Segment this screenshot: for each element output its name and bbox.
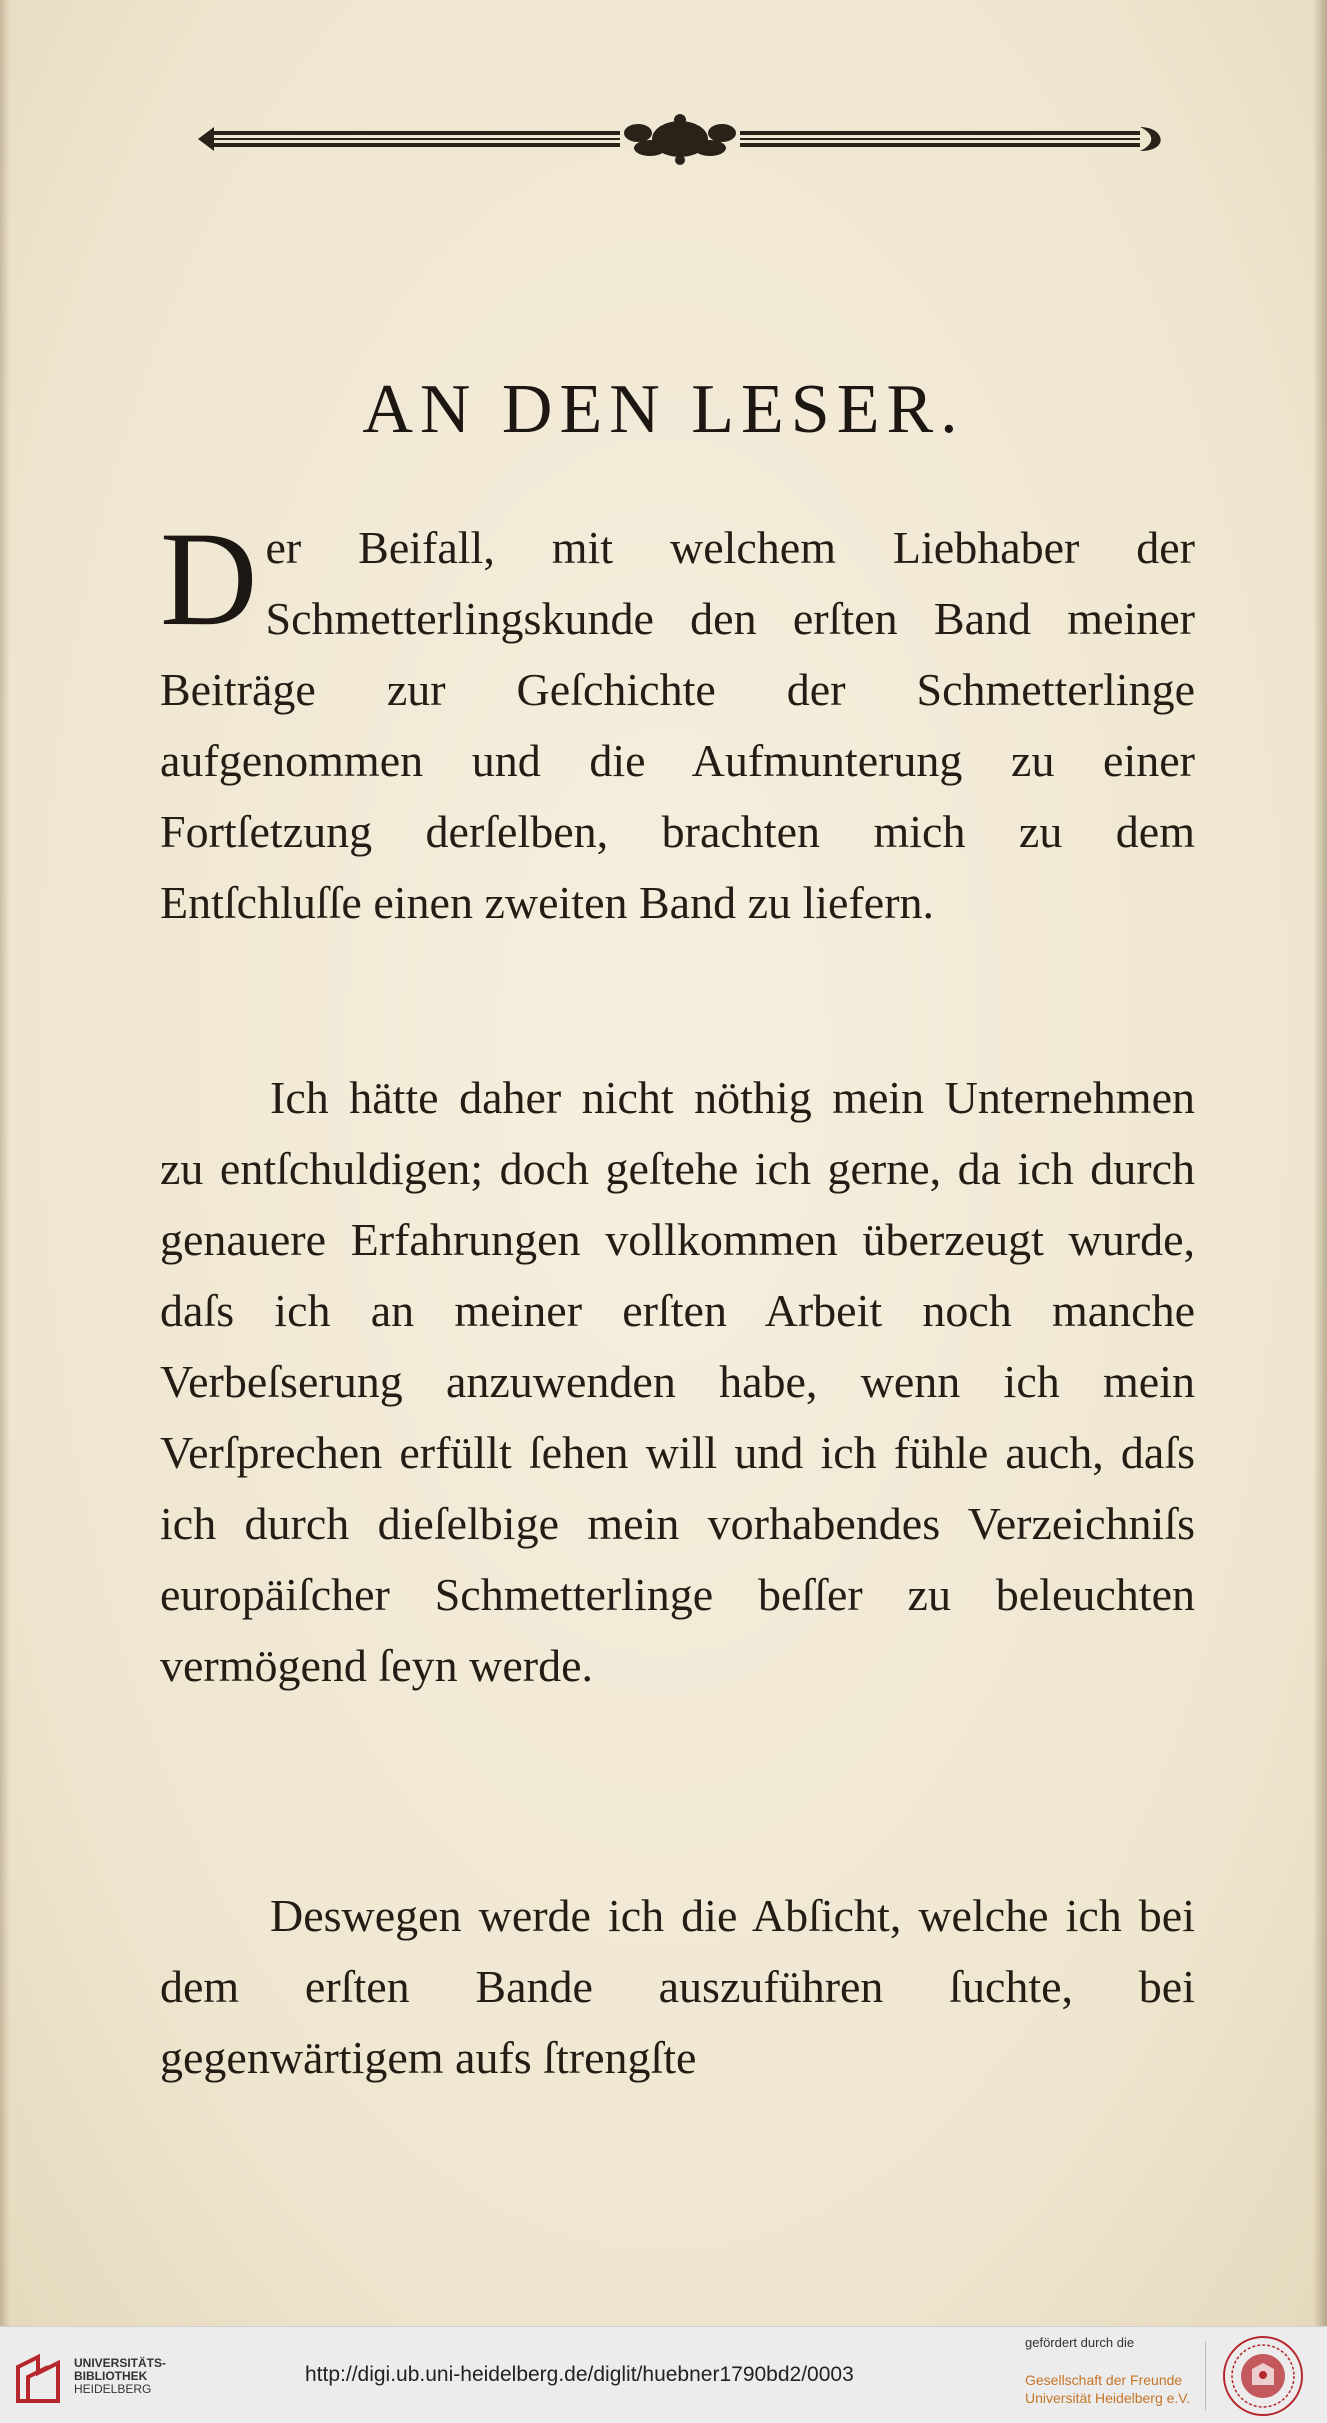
sponsor-label: gefördert durch die [1025,2335,1135,2350]
paragraph-2: Ich hätte daher nicht nöthig mein Unternehmen zu entſchuldigen; doch geſtehe ich gerne, da ich durch genauere Erfahrungen vollkommen überzeugt wurde, daſs ich an meiner erſten Arbeit noch manche Verbeſserung anzuwenden habe, wenn ich mein Verſprechen erfüllt ſehen will und ich fühle auch, daſs ich durch dieſelbige mein vorhabendes Verzeichniſs europäiſcher Schmetterlinge beſſer zu beleuchten vermögend ſeyn werde. [160,1072,1195,1691]
page-edge-right [1313,0,1327,2326]
library-name [74,2357,166,2396]
footer-divider [1205,2341,1206,2411]
drop-cap: D [160,505,258,654]
permalink-url[interactable]: http://digi.ub.uni-heidelberg.de/diglit/huebner1790bd2/0003 [305,2363,854,2386]
university-library-logo-icon [14,2353,66,2405]
footer-bar [0,2326,1327,2423]
library-name-line-1: UNIVERSITÄTS- [74,2356,167,2370]
sponsor-name[interactable] [1025,2371,1190,2407]
paragraph-1-text: er Beifall, mit welchem Liebhaber der Schmetterlingskunde den erſten Band meiner Beiträge zur Geſchichte der Schmetterlinge aufgenommen und die Aufmunterung zu einer Fortſetzung derſelben, brachten mich zu dem Entſchluſſe einen zweiten Band zu liefern. [160,522,1195,928]
paragraph-3: Deswegen werde ich die Abſicht, welche ich bei dem erſten Bande auszuführen ſuchte, bei gegenwärtigem aufs ſtrengſte [160,1890,1195,2083]
ornament-rule [180,108,1180,170]
sponsor-line-2: Universität Heidelberg e.V. [1025,2390,1191,2406]
library-name-line-3: HEIDELBERG [74,2382,152,2396]
page-heading: AN DEN LESER. [362,371,965,448]
library-name-line-2: BIBLIOTHEK [74,2369,148,2383]
university-seal-icon [1222,2335,1304,2417]
page-edge-left [0,0,10,2326]
paragraph-1 [160,505,1195,938]
sponsor-line-1: Gesellschaft der Freunde [1025,2372,1183,2388]
